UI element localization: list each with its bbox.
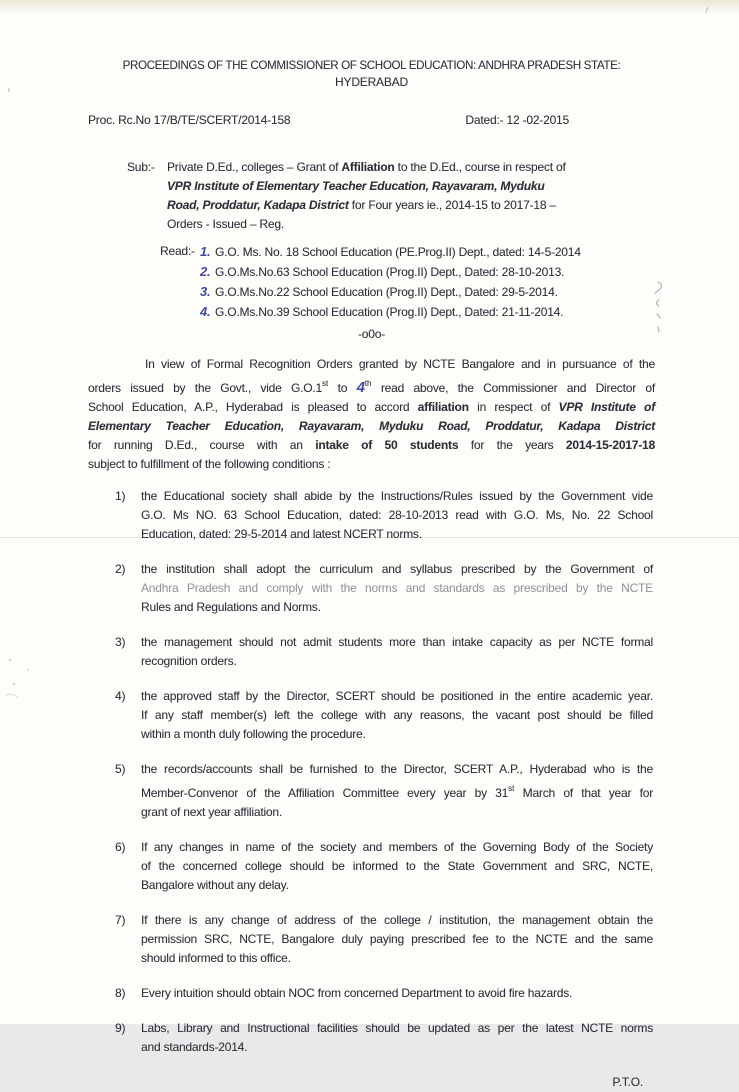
handwritten-number: 1. [200, 244, 211, 259]
text-line: for running D.Ed., course with an intake of 50 students for the years 2014-15-2017-18 [88, 438, 655, 452]
condition-text [141, 838, 653, 895]
condition-number: 2) [115, 562, 126, 576]
condition-text [141, 1019, 653, 1057]
reference-row [88, 111, 655, 130]
read-block [160, 242, 655, 322]
condition-item [115, 911, 655, 968]
condition-number: 8) [115, 986, 126, 1000]
text-line: within a month duly following the procedure. [141, 727, 366, 741]
handwritten-number: 2. [200, 264, 211, 279]
subject-label: Sub:- [127, 160, 155, 174]
text-line: the records/accounts shall be furnished to the Director, SCERT A.P., Hyderabad who is the [141, 762, 653, 776]
read-label: Read:- [160, 244, 195, 258]
text-line: the management should not admit students more than intake capacity as per NCTE formal [141, 635, 653, 649]
text-line: Orders - Issued – Reg. [167, 217, 284, 231]
text-line: permission SRC, NCTE, Bangalore duly paying prescribed fee to the NCTE and the same [141, 932, 653, 946]
text-line: of the concerned college should be informed to the State Government and SRC, NCTE, [141, 859, 653, 873]
text-line: If any staff member(s) left the college with any reasons, the vacant post should be filled [141, 708, 653, 722]
handwritten-digit: 4 [356, 379, 365, 396]
read-items [200, 242, 581, 322]
condition-text [141, 984, 653, 1003]
page-title-city: HYDERABAD [335, 75, 408, 89]
document-header [88, 58, 655, 91]
text-line: If any changes in name of the society and members of the Governing Body of the Society [141, 840, 653, 854]
condition-text [141, 760, 653, 822]
text-line: the approved staff by the Director, SCERT should be positioned in the entire academic year. [141, 689, 653, 703]
page-title: PROCEEDINGS OF THE COMMISSIONER OF SCHOOL EDUCATION: ANDHRA PRADESH STATE: [122, 59, 621, 72]
subject-text [167, 158, 651, 234]
text-line: Road, Proddatur, Kadapa District for Four years ie., 2014-15 to 2017-18 – [167, 198, 556, 212]
read-item-text: G.O.Ms.No.63 School Education (Prog.II) Dept., Dated: 28-10-2013. [215, 265, 565, 279]
condition-item [115, 687, 655, 744]
condition-item [115, 838, 655, 895]
text-line: Labs, Library and Instructional facilities should be updated as per the latest NCTE norms [141, 1021, 653, 1035]
condition-text [141, 633, 653, 671]
text-line: Elementary Teacher Education, Rayavaram, Myduku Road, Proddatur, Kadapa District [88, 419, 655, 433]
text-line: School Education, A.P., Hyderabad is pleased to accord affiliation in respect of VPR Institute of [88, 400, 655, 414]
text-line: VPR Institute of Elementary Teacher Education, Rayavaram, Myduku [167, 179, 545, 193]
text-line: Education, dated: 29-5-2014 and latest NCERT norms. [141, 527, 422, 541]
text-line: G.O. Ms NO. 63 School Education, dated: 28-10-2013 read with G.O. Ms, No. 22 School [141, 508, 653, 522]
read-item-text: G.O.Ms.No.39 School Education (Prog.II) Dept., Dated: 21-11-2014. [215, 305, 564, 319]
read-item [200, 242, 581, 262]
pto-note: P.T.O. [612, 1075, 643, 1089]
text-line: grant of next year affiliation. [141, 805, 282, 819]
text-line: should informed to this office. [141, 951, 291, 965]
subject-block [127, 158, 655, 234]
conditions-list [88, 487, 655, 1057]
text-line: Member-Convenor of the Affiliation Committee every year by 31st March of that year for [141, 784, 654, 800]
condition-item [115, 760, 655, 822]
condition-number: 3) [115, 635, 126, 649]
condition-text [141, 687, 653, 744]
proc-number: Proc. Rc.No 17/B/TE/SCERT/2014-158 [88, 113, 291, 127]
dated-value: Dated:- 12 -02-2015 [465, 113, 569, 127]
read-item-text: G.O. Ms. No. 18 School Education (PE.Prog.II) Dept., dated: 14-5-2014 [215, 245, 581, 259]
condition-number: 6) [115, 840, 126, 854]
condition-item [115, 633, 655, 671]
condition-number: 7) [115, 913, 126, 927]
text-line: In view of Formal Recognition Orders granted by NCTE Bangalore and in pursuance of the [145, 357, 655, 371]
condition-text [141, 487, 653, 544]
text-line: the institution shall adopt the curriculum and syllabus prescribed by the Government of [141, 562, 653, 576]
text-line: recognition orders. [141, 654, 237, 668]
handwritten-number: 3. [200, 284, 211, 299]
condition-number: 5) [115, 762, 126, 776]
text-line: Bangalore without any delay. [141, 878, 289, 892]
condition-item [115, 1019, 655, 1057]
condition-item [115, 984, 655, 1003]
read-item-text: G.O.Ms.No.22 School Education (Prog.II) Dept., Dated: 29-5-2014. [215, 285, 558, 299]
text-line: the Educational society shall abide by the Instructions/Rules issued by the Government vide [141, 489, 653, 503]
text-line: If there is any change of address of the college / institution, the management obtain the [141, 913, 653, 927]
text-line: orders issued by the Govt., vide G.O.1st to 4th read above, the Commissioner and Director of [88, 379, 655, 396]
condition-number: 1) [115, 489, 126, 503]
condition-item [115, 487, 655, 544]
read-item [200, 282, 581, 302]
condition-text [141, 911, 653, 968]
condition-number: 4) [115, 689, 126, 703]
read-item [200, 262, 581, 282]
condition-text [141, 560, 653, 617]
section-separator: -o0o- [357, 327, 385, 341]
text-line: Andhra Pradesh and comply with the norms and standards as prescribed by the NCTE [141, 581, 653, 595]
text-line: Every intuition should obtain NOC from concerned Department to avoid fire hazards. [141, 986, 573, 1000]
read-item [200, 302, 581, 322]
text-line: and standards-2014. [141, 1040, 248, 1054]
condition-number: 9) [115, 1021, 126, 1035]
handwritten-number: 4. [200, 304, 211, 319]
condition-item [115, 560, 655, 617]
text-line: Rules and Regulations and Norms. [141, 600, 321, 614]
text-line: subject to fulfillment of the following conditions : [88, 457, 331, 471]
text-line: Private D.Ed., colleges – Grant of Affiliation to the D.Ed., course in respect of [167, 160, 566, 174]
opening-paragraph [88, 355, 655, 474]
